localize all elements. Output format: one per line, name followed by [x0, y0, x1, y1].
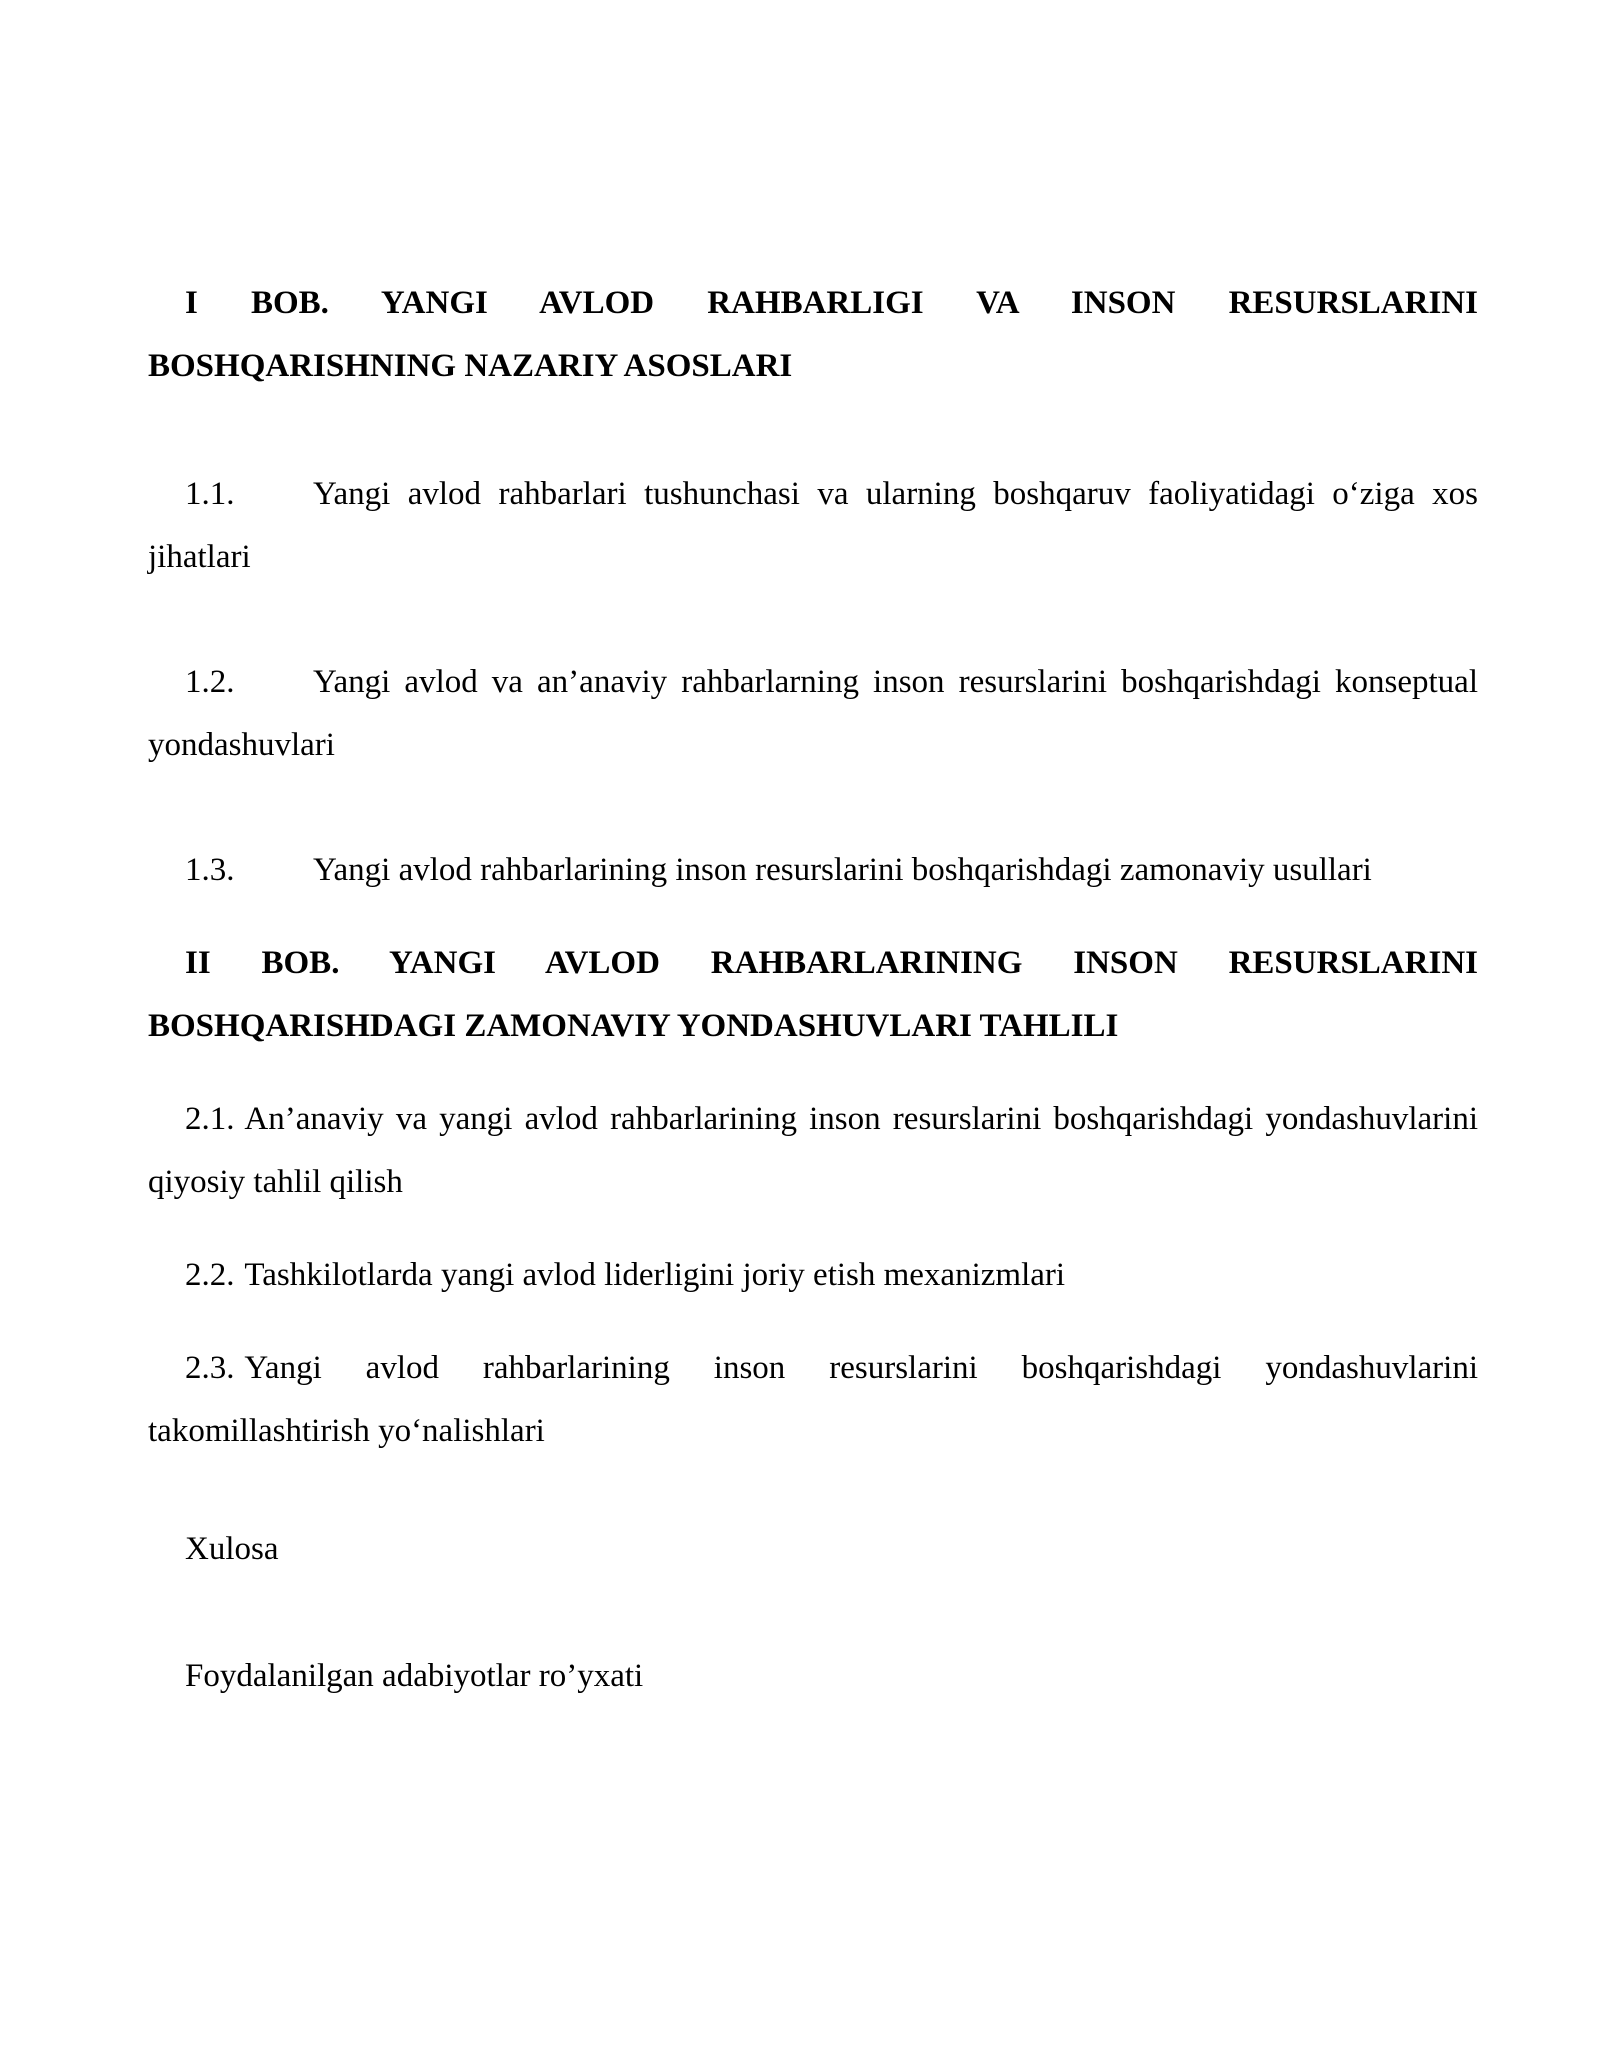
table-of-contents [148, 272, 1478, 1708]
toc-entry-1-1 [148, 463, 1478, 589]
toc-entry-text: Yangi avlod rahbarlari tushunchasi va ularning boshqaruv faoliyatidagi o‘ziga xos jihatlari [148, 476, 1478, 575]
toc-entry-text: Tashkilotlarda yangi avlod liderligini joriy etish mexanizmlari [244, 1257, 1066, 1293]
references-entry: Foydalanilgan adabiyotlar ro’yxati [185, 1658, 644, 1694]
toc-entry-number: 2.3. [185, 1350, 235, 1386]
toc-entry-2-3 [148, 1337, 1478, 1463]
toc-entry-1-2 [148, 651, 1478, 777]
toc-entry-1-3 [148, 839, 1478, 902]
toc-entry-number: 1.1. [185, 476, 235, 512]
toc-entry-text: Yangi avlod va an’anaviy rahbarlarning inson resurslarini boshqarishdagi konseptual yondashuvlari [148, 664, 1478, 763]
toc-entry-text: An’anaviy va yangi avlod rahbarlarining inson resurslarini boshqarishdagi yondashuvlarini qiyosiy tahlil qilish [148, 1101, 1478, 1200]
chapter-2-title: II BOB. YANGI AVLOD RAHBARLARINING INSON RESURSLARINI BOSHQARISHDAGI ZAMONAVIY YONDASHUVLARI TAHLILI [148, 945, 1478, 1044]
toc-entry-2-2 [148, 1244, 1478, 1307]
toc-entry-2-1 [148, 1088, 1478, 1214]
toc-entry-number: 1.3. [185, 852, 235, 888]
toc-entry-number: 1.2. [185, 664, 235, 700]
conclusion-entry: Xulosa [185, 1531, 279, 1567]
toc-entry-text: Yangi avlod rahbarlarining inson resurslarini boshqarishdagi yondashuvlarini takomillashtirish yo‘nalishlari [148, 1350, 1478, 1449]
toc-entry-number: 2.1. [185, 1101, 235, 1137]
toc-entry-text: Yangi avlod rahbarlarining inson resurslarini boshqarishdagi zamonaviy usullari [313, 852, 1372, 888]
toc-entry-number: 2.2. [185, 1257, 235, 1293]
chapter-1-title: I BOB. YANGI AVLOD RAHBARLIGI VA INSON RESURSLARINI BOSHQARISHNING NAZARIY ASOSLARI [148, 285, 1478, 384]
